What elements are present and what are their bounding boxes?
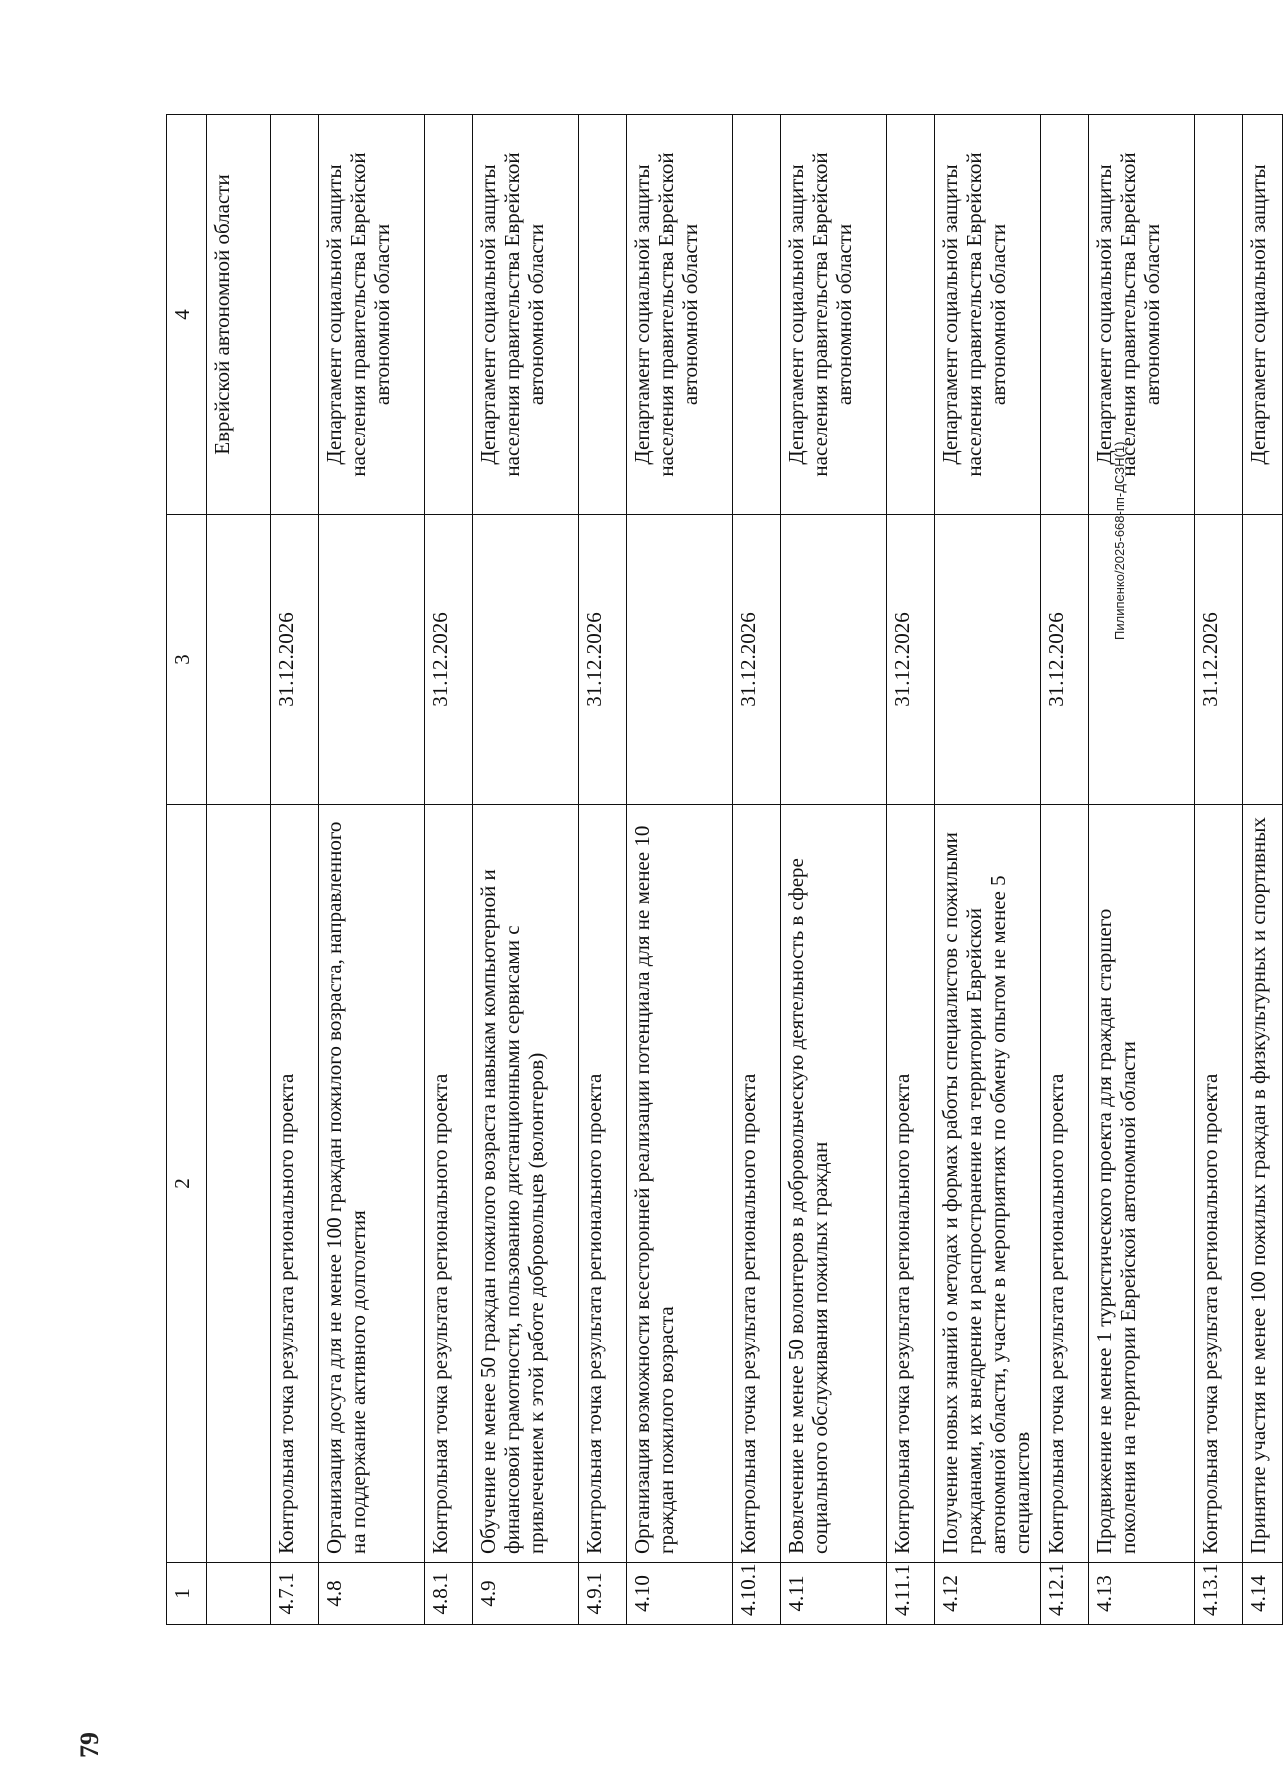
row-description: Контрольная точка результата регионального проекта — [1041, 805, 1089, 1563]
row-description: Организация возможности всесторонней реализации потенциала для не менее 10 граждан пожилого возраста — [627, 805, 733, 1563]
row-number: 4.11.1 — [887, 1563, 935, 1625]
row-number: 4.8.1 — [425, 1563, 473, 1625]
row-organization — [271, 115, 319, 515]
row-description: Получение новых знаний о методах и формах работы специалистов с пожилыми гражданами, их внедрение и распространение на территории Еврейской автономной области, участие в мероприятиях по обмену опытом не менее 5 специалистов — [935, 805, 1041, 1563]
table-row — [887, 115, 935, 1625]
row-description: Контрольная точка результата регионального проекта — [579, 805, 627, 1563]
header-col-1: 1 — [167, 1563, 207, 1625]
table-row — [425, 115, 473, 1625]
row-date — [1243, 515, 1283, 805]
table-row — [935, 115, 1041, 1625]
row-number: 4.7.1 — [271, 1563, 319, 1625]
row-date — [1089, 515, 1195, 805]
continuation-date — [207, 515, 271, 805]
row-organization — [579, 115, 627, 515]
row-date — [319, 515, 425, 805]
table-row — [319, 115, 425, 1625]
row-date: 31.12.2026 — [579, 515, 627, 805]
row-organization — [887, 115, 935, 515]
row-number: 4.10.1 — [733, 1563, 781, 1625]
page-number: 79 — [75, 1732, 104, 1758]
row-organization — [1041, 115, 1089, 515]
row-number: 4.8 — [319, 1563, 425, 1625]
row-description: Контрольная точка результата регионального проекта — [271, 805, 319, 1563]
table-row — [473, 115, 579, 1625]
row-date — [473, 515, 579, 805]
row-organization: Департамент социальной защиты населения правительства Еврейской автономной области — [781, 115, 887, 515]
row-date: 31.12.2026 — [271, 515, 319, 805]
row-organization: Департамент социальной защиты — [1243, 115, 1283, 515]
row-number: 4.9.1 — [579, 1563, 627, 1625]
row-date — [781, 515, 887, 805]
continuation-row — [207, 115, 271, 1625]
table-row — [1041, 115, 1089, 1625]
table-row — [733, 115, 781, 1625]
plan-table — [166, 114, 1283, 1625]
row-description: Контрольная точка результата регионального проекта — [733, 805, 781, 1563]
row-description: Принятие участия не менее 100 пожилых граждан в физкультурных и спортивных — [1243, 805, 1283, 1563]
row-number: 4.13 — [1089, 1563, 1195, 1625]
table-row — [627, 115, 733, 1625]
table-row — [271, 115, 319, 1625]
row-description: Обучение не менее 50 граждан пожилого возраста навыкам компьютерной и финансовой грамотности, пользованию дистанционными сервисами с привлечением к этой работе добровольцев (волонтеров) — [473, 805, 579, 1563]
table-row — [1243, 115, 1283, 1625]
row-date: 31.12.2026 — [733, 515, 781, 805]
row-organization — [733, 115, 781, 515]
row-organization: Департамент социальной защиты населения правительства Еврейской автономной области — [473, 115, 579, 515]
page-number-wrap — [30, 855, 104, 1758]
document-code: Пилипенко/2025-668-пп-ДСЗН(1) — [1112, 441, 1127, 640]
header-col-3: 3 — [167, 515, 207, 805]
row-date: 31.12.2026 — [425, 515, 473, 805]
row-date: 31.12.2026 — [1041, 515, 1089, 805]
table-row — [579, 115, 627, 1625]
row-description: Организация досуга для не менее 100 граждан пожилого возраста, направленного на поддержание активного долголетия — [319, 805, 425, 1563]
row-description: Контрольная точка результата регионального проекта — [1195, 805, 1243, 1563]
header-col-4: 4 — [167, 115, 207, 515]
row-date: 31.12.2026 — [1195, 515, 1243, 805]
row-number: 4.12 — [935, 1563, 1041, 1625]
header-row — [167, 115, 207, 1625]
row-number: 4.10 — [627, 1563, 733, 1625]
row-description: Контрольная точка результата регионального проекта — [425, 805, 473, 1563]
row-date: 31.12.2026 — [887, 515, 935, 805]
table-row — [1195, 115, 1243, 1625]
row-description: Контрольная точка результата регионального проекта — [887, 805, 935, 1563]
row-number: 4.12.1 — [1041, 1563, 1089, 1625]
row-organization: Департамент социальной защиты населения правительства Еврейской автономной области — [627, 115, 733, 515]
row-date — [627, 515, 733, 805]
row-organization: Департамент социальной защиты населения правительства Еврейской автономной области — [1089, 115, 1195, 515]
row-organization — [425, 115, 473, 515]
row-number: 4.11 — [781, 1563, 887, 1625]
table-row — [781, 115, 887, 1625]
row-date — [935, 515, 1041, 805]
row-organization: Департамент социальной защиты населения правительства Еврейской автономной области — [319, 115, 425, 515]
header-col-2: 2 — [167, 805, 207, 1563]
row-description: Продвижение не менее 1 туристического проекта для граждан старшего поколения на территории Еврейской автономной области — [1089, 805, 1195, 1563]
continuation-text — [207, 805, 271, 1563]
table-body — [167, 115, 1283, 1625]
row-organization — [1195, 115, 1243, 515]
row-description: Вовлечение не менее 50 волонтеров в добровольческую деятельность в сфере социального обслуживания пожилых граждан — [781, 805, 887, 1563]
row-number: 4.14 — [1243, 1563, 1283, 1625]
row-number: 4.9 — [473, 1563, 579, 1625]
row-organization: Департамент социальной защиты населения правительства Еврейской автономной области — [935, 115, 1041, 515]
continuation-num — [207, 1563, 271, 1625]
table-row — [1089, 115, 1195, 1625]
continuation-org: Еврейской автономной области — [207, 115, 271, 515]
row-number: 4.13.1 — [1195, 1563, 1243, 1625]
